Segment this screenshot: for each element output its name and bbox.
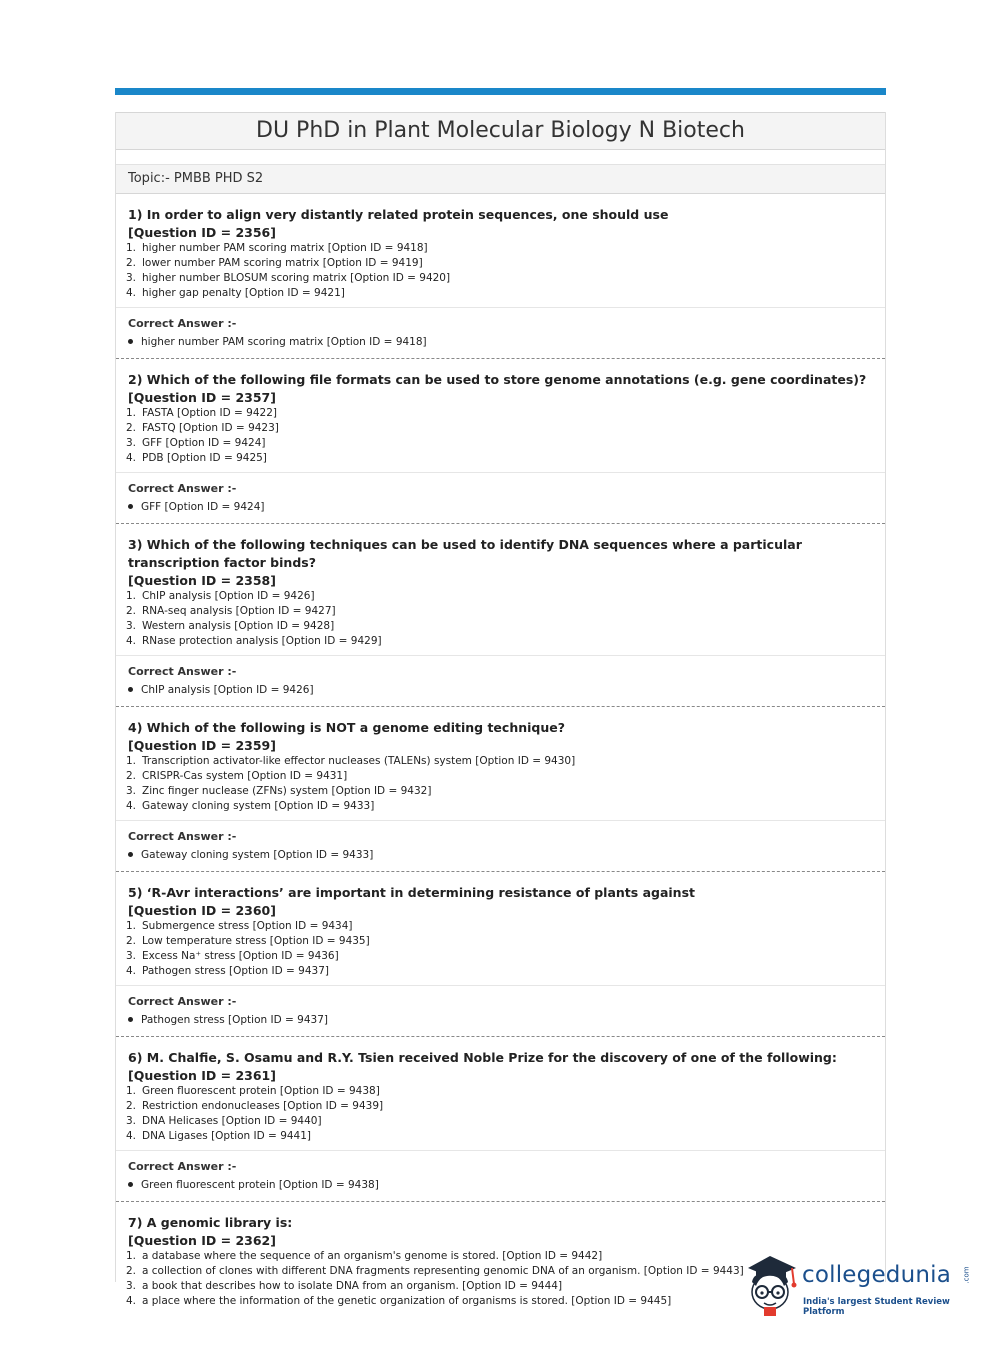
option-text: Western analysis [Option ID = 9428] [142,620,335,632]
question-block [116,194,885,359]
question-block [116,524,885,707]
question-text: 1) In order to align very distantly related protein sequences, one should use [128,207,669,222]
option-item [116,784,885,799]
bullet-icon [128,852,133,857]
option-number: 3. [126,272,137,284]
correct-answer-item [128,845,873,865]
option-text: Submergence stress [Option ID = 9434] [142,920,353,932]
correct-answer-section [116,472,885,523]
option-number: 1. [126,1250,137,1262]
option-text: DNA Helicases [Option ID = 9440] [142,1115,322,1127]
correct-answer-text: Green fluorescent protein [Option ID = 9438] [141,1179,379,1191]
option-item [116,799,885,814]
question-text: 3) Which of the following techniques can be used to identify DNA sequences where a particular transcription factor binds? [128,537,802,570]
option-number: 4. [126,965,137,977]
option-item [116,421,885,436]
option-list [116,1084,885,1144]
option-text: FASTQ [Option ID = 9423] [142,422,279,434]
option-item [116,1114,885,1129]
mascot-icon [742,1250,802,1316]
title-spacer [116,150,885,165]
question-id: [Question ID = 2362] [128,1233,276,1248]
page-title: DU PhD in Plant Molecular Biology N Biotech [116,112,885,150]
question-id: [Question ID = 2358] [128,573,276,588]
option-number: 1. [126,1085,137,1097]
option-text: CRISPR-Cas system [Option ID = 9431] [142,770,348,782]
option-item [116,619,885,634]
correct-answer-label: Correct Answer :- [128,482,237,495]
option-item [116,286,885,301]
option-text: DNA Ligases [Option ID = 9441] [142,1130,312,1142]
option-number: 4. [126,452,137,464]
option-item [116,1129,885,1144]
correct-answer-label: Correct Answer :- [128,317,237,330]
option-number: 3. [126,1280,137,1292]
correct-answer-section [116,307,885,358]
option-list [116,406,885,466]
correct-answer-section [116,655,885,706]
question-id: [Question ID = 2356] [128,225,276,240]
option-number: 3. [126,437,137,449]
correct-answer-text: higher number PAM scoring matrix [Option ID = 9418] [141,336,427,348]
question-text: 7) A genomic library is: [128,1215,293,1230]
question-block [116,1037,885,1202]
option-item [116,754,885,769]
question-id: [Question ID = 2361] [128,1068,276,1083]
correct-answer-label: Correct Answer :- [128,830,237,843]
question-body [116,194,885,307]
option-number: 3. [126,620,137,632]
option-text: higher number PAM scoring matrix [Option ID = 9418] [142,242,428,254]
option-text: higher gap penalty [Option ID = 9421] [142,287,345,299]
option-text: Gateway cloning system [Option ID = 9433] [142,800,375,812]
logo-tagline: India's largest Student Review Platform [803,1297,950,1317]
option-item [116,406,885,421]
option-number: 2. [126,605,137,617]
correct-answer-item [128,497,873,517]
option-number: 2. [126,1100,137,1112]
option-item [116,934,885,949]
option-text: Pathogen stress [Option ID = 9437] [142,965,329,977]
option-text: ChIP analysis [Option ID = 9426] [142,590,315,602]
option-text: GFF [Option ID = 9424] [142,437,266,449]
option-item [116,964,885,979]
option-number: 1. [126,920,137,932]
option-item [116,589,885,604]
option-number: 4. [126,635,137,647]
topic-label: Topic:- PMBB PHD S2 [116,165,885,194]
option-item [116,604,885,619]
option-number: 2. [126,770,137,782]
option-text: Transcription activator-like effector nucleases (TALENs) system [Option ID = 9430] [142,755,576,767]
option-text: RNase protection analysis [Option ID = 9429] [142,635,382,647]
question-id: [Question ID = 2357] [128,390,276,405]
question-body [116,707,885,820]
option-number: 2. [126,935,137,947]
correct-answer-section [116,1150,885,1201]
option-text: a book that describes how to isolate DNA from an organism. [Option ID = 9444] [142,1280,563,1292]
correct-answer-item [128,1175,873,1195]
collegedunia-logo [742,1250,971,1318]
option-number: 4. [126,1130,137,1142]
bullet-icon [128,339,133,344]
option-number: 2. [126,422,137,434]
option-text: RNA-seq analysis [Option ID = 9427] [142,605,336,617]
correct-answer-text: Pathogen stress [Option ID = 9437] [141,1014,328,1026]
bullet-icon [128,504,133,509]
option-list [116,241,885,301]
correct-answer-label: Correct Answer :- [128,1160,237,1173]
question-body [116,872,885,985]
option-text: FASTA [Option ID = 9422] [142,407,277,419]
option-text: lower number PAM scoring matrix [Option ID = 9419] [142,257,423,269]
option-number: 4. [126,1295,137,1307]
correct-answer-item [128,332,873,352]
question-list [116,194,885,1315]
option-list [116,919,885,979]
option-text: PDB [Option ID = 9425] [142,452,267,464]
option-item [116,451,885,466]
option-text: higher number BLOSUM scoring matrix [Option ID = 9420] [142,272,451,284]
option-number: 4. [126,800,137,812]
question-id: [Question ID = 2359] [128,738,276,753]
option-text: a place where the information of the genetic organization of organisms is stored. [Option ID = 9445] [142,1295,672,1307]
option-number: 1. [126,407,137,419]
option-list [116,589,885,649]
question-text: 5) ‘R-Avr interactions’ are important in determining resistance of plants against [128,885,695,900]
option-number: 3. [126,1115,137,1127]
correct-answer-item [128,1010,873,1030]
correct-answer-text: ChIP analysis [Option ID = 9426] [141,684,314,696]
option-item [116,1084,885,1099]
correct-answer-item [128,680,873,700]
option-number: 3. [126,950,137,962]
option-number: 3. [126,785,137,797]
correct-answer-section [116,985,885,1036]
option-number: 1. [126,590,137,602]
question-id: [Question ID = 2360] [128,903,276,918]
bullet-icon [128,1017,133,1022]
option-text: a database where the sequence of an organism's genome is stored. [Option ID = 9442] [142,1250,603,1262]
option-item [116,634,885,649]
option-number: 4. [126,287,137,299]
bullet-icon [128,687,133,692]
option-item [116,271,885,286]
question-block [116,359,885,524]
option-item [116,1099,885,1114]
option-text: Low temperature stress [Option ID = 9435] [142,935,370,947]
header-accent-bar [115,88,886,95]
option-item [116,241,885,256]
correct-answer-text: Gateway cloning system [Option ID = 9433] [141,849,374,861]
logo-suffix: .com [962,1266,971,1284]
option-text: a collection of clones with different DNA fragments representing genomic DNA of an organism. [Option ID = 9443] [142,1265,744,1277]
option-number: 1. [126,242,137,254]
option-item [116,949,885,964]
question-block [116,872,885,1037]
bullet-icon [128,1182,133,1187]
option-text: Green fluorescent protein [Option ID = 9438] [142,1085,380,1097]
option-item [116,256,885,271]
question-block [116,707,885,872]
option-text: Restriction endonucleases [Option ID = 9439] [142,1100,384,1112]
option-number: 2. [126,257,137,269]
question-text: 6) M. Chalfie, S. Osamu and R.Y. Tsien received Noble Prize for the discovery of one of the following: [128,1050,837,1065]
option-item [116,769,885,784]
option-number: 1. [126,755,137,767]
option-list [116,754,885,814]
logo-wordmark: collegedunia [802,1262,952,1288]
option-number: 2. [126,1265,137,1277]
option-item [116,919,885,934]
question-text: 2) Which of the following file formats can be used to store genome annotations (e.g. gene coordinates)? [128,372,867,387]
correct-answer-section [116,820,885,871]
option-text: Excess Na⁺ stress [Option ID = 9436] [142,950,339,962]
question-body [116,524,885,655]
question-text: 4) Which of the following is NOT a genome editing technique? [128,720,565,735]
question-body [116,1037,885,1150]
question-body [116,359,885,472]
correct-answer-label: Correct Answer :- [128,995,237,1008]
correct-answer-text: GFF [Option ID = 9424] [141,501,265,513]
option-text: Zinc finger nuclease (ZFNs) system [Option ID = 9432] [142,785,432,797]
option-item [116,436,885,451]
correct-answer-label: Correct Answer :- [128,665,237,678]
